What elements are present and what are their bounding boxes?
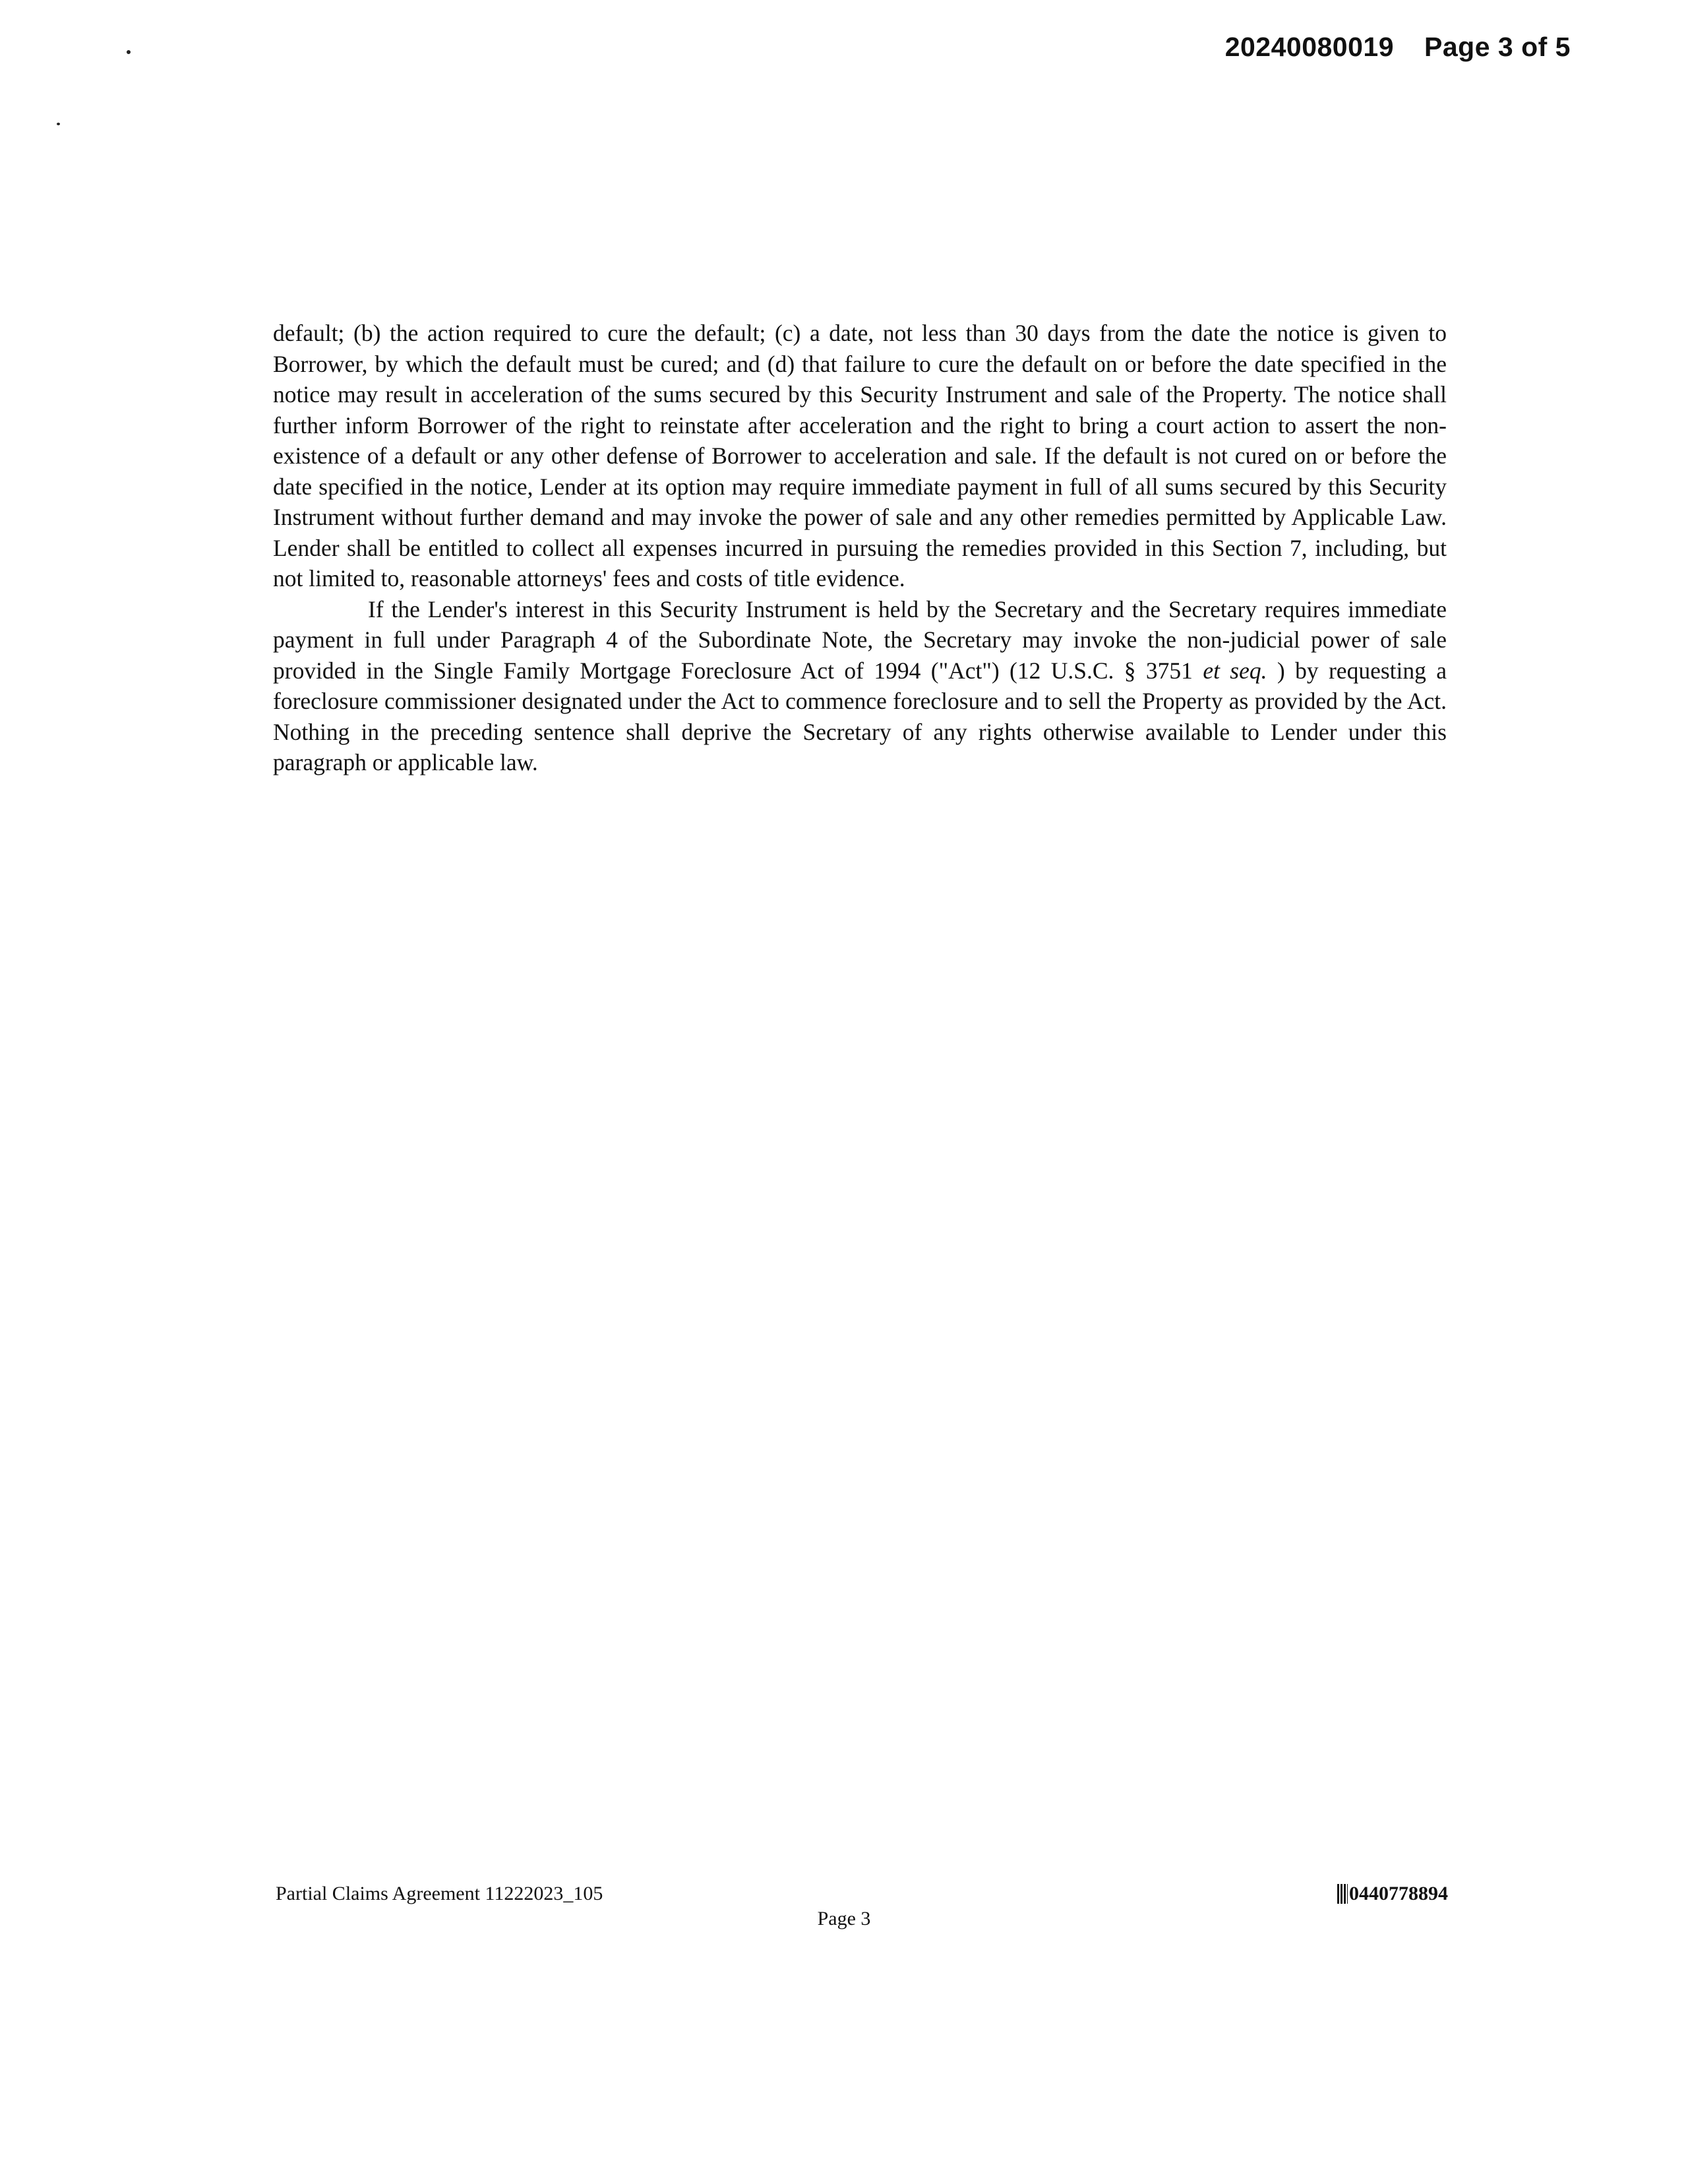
paragraph-text: ) by requesting a foreclosure commissioner designated under the Act to commence foreclosure and to sell the Property as provided by the Act. Nothing in the preceding sentence shall deprive the Secretary of any rights otherwise available to Lender under this paragraph or applicable law.	[273, 657, 1447, 775]
paragraph-default-notice	[273, 318, 1447, 594]
citation-italic: et seq.	[1203, 657, 1267, 684]
page-of-label: Page 3 of 5	[1424, 32, 1571, 62]
document-number: 20240080019	[1224, 32, 1395, 62]
footer-loan-id	[1337, 1883, 1448, 1905]
paragraph-text: default; (b) the action required to cure the default; (c) a date, not less than 30 days from the date the notice is given to Borrower, by which the default must be cured; and (d) that failure to cure the default on or before the date specified in the notice may result in acceleration of the sums secured by this Security Instrument and sale of the Property. The notice shall further inform Borrower of the right to reinstate after acceleration and the right to bring a court action to assert the non-existence of a default or any other defense of Borrower to acceleration and sale. If the default is not cured on or before the date specified in the notice, Lender at its option may require immediate payment in full of all sums secured by this Security Instrument without further demand and may invoke the power of sale and any other remedies permitted by Applicable Law. Lender shall be entitled to collect all expenses incurred in pursuing the remedies provided in this Section 7, including, but not limited to, reasonable attorneys' fees and costs of title evidence.	[273, 320, 1447, 592]
footer-form-name: Partial Claims Agreement 11222023_105	[276, 1883, 603, 1904]
scan-speck	[127, 50, 131, 54]
scan-speck	[57, 123, 60, 125]
barcode-icon	[1337, 1884, 1348, 1904]
paragraph-secretary-interest	[273, 594, 1447, 778]
recording-stamp	[1225, 32, 1571, 63]
document-body	[273, 318, 1447, 778]
loan-number: 0440778894	[1349, 1883, 1448, 1904]
paragraph-text: If the Lender's interest in this Security Instrument is held by the Secretary and the Secretary requires immediate payment in full under Paragraph 4 of the Subordinate Note, the Secretary may invoke the non-judicial power of sale provided in the Single Family Mortgage Foreclosure Act of 1994 ("Act") (12 U.S.C. § 3751	[273, 595, 1447, 684]
footer-page-number: Page 3	[817, 1908, 871, 1929]
